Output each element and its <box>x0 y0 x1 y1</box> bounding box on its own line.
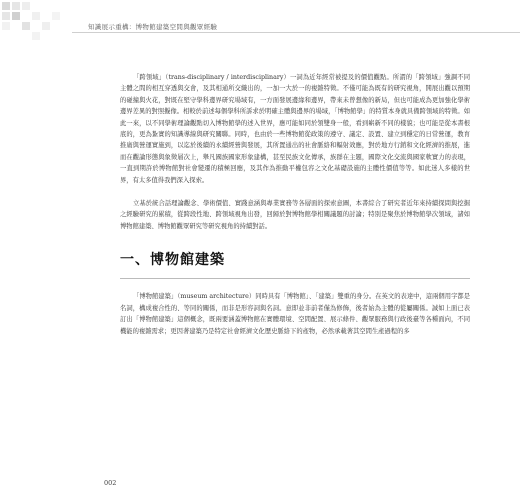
running-header-title: 知識展示重構：博物館建築空間與觀眾經驗 <box>88 23 218 31</box>
section-heading-rule <box>120 278 470 279</box>
body-paragraph-2: 立基於統合話理論觀念、學術價值、實踐意涵與專業實務等各層面的探索意圖，本書綜合了研究者近年來持續探問與挖掘之經驗研究的累積，從跨段性地、跨領域視角出發，回歸於對博物館學相關議題的討論；特別是聚焦於博物館學次領域，諸如博物館建築、博物館觀眾研究等研究視角的持續對話。 <box>120 200 470 230</box>
corner-decoration <box>0 0 80 48</box>
section-heading: 一、博物館建築 <box>120 252 225 269</box>
body-paragraph-1: 「跨領域」（trans-disciplinary / interdisciplinary）一詞為近年經常被提及的價值觀點。所謂的「跨領域」強調不同主體之間的相互穿透與交會，及其相通所交織出的，一加一大於一的複雜特徵。不僅可能為既有的研究視角，開展出觀以預期的碰撞與火花，對既在堅守學科邊界研究場域有，一方面發展邊緣和邊界，帶來未曾想像的新局，但也可能成為更加強化學術邊界差異的對照擬像。相較於前述每個學科所訴求於明確主體與邊界的場域，「博物館學」的特質本身就具備跨領域的特徵。如此一來，以不同學術理論觀點切入博物館學的述入世界，應可能如同於領雙身一般，看到嶄新不同的樣貌；也可能是從本書根底的，更為紮實的知識導線與研究關聯。同時，也由於一些博物館從政策的遵守、議定、設置、建立到穩定的日常營運，教育推廣與營運實施到，以迄於後續的永續經營與發展，其所置通出的社會脈絡和輻射效應，對於地方行銷和文化經濟的推展，進而在觀論形態與象徵層次上，舉凡國族國家形象建構，甚至民族文化傳承，族群在主題，國際文化交流與國家軟實力的表現，一直到期許於博物館對社會變遷的積極回應，及其作為推動平權包容之文化基礎設施的主體性價值等等。如此迷人多樣的世界，有太多值得我們深入探索。 <box>120 74 470 184</box>
body-paragraph-3: 「博物館建築」（museum architecture）同時具有「博物館」、「建築」雙重的身分。在英文的表達中，這兩個用字都是名詞，構成複合性的、等同的關係，而非是形容詞與名詞。意即並非前者僅為修飾，後者始為主體的從屬關係。誠如上面已表訂出「博物館建築」這個概念，既兩要涵蓋博物館在實體環境、空間配置、展示條件、觀眾服務與行政後臺等各種面向，不同機能的複雜需求；更因著建築乃是特定社會經濟文化歷史脈絡下的產物，必然承載著其空間生產過程的多 <box>120 293 470 335</box>
header-divider <box>72 32 520 33</box>
page-body <box>120 72 470 337</box>
page-number: 002 <box>104 479 117 487</box>
